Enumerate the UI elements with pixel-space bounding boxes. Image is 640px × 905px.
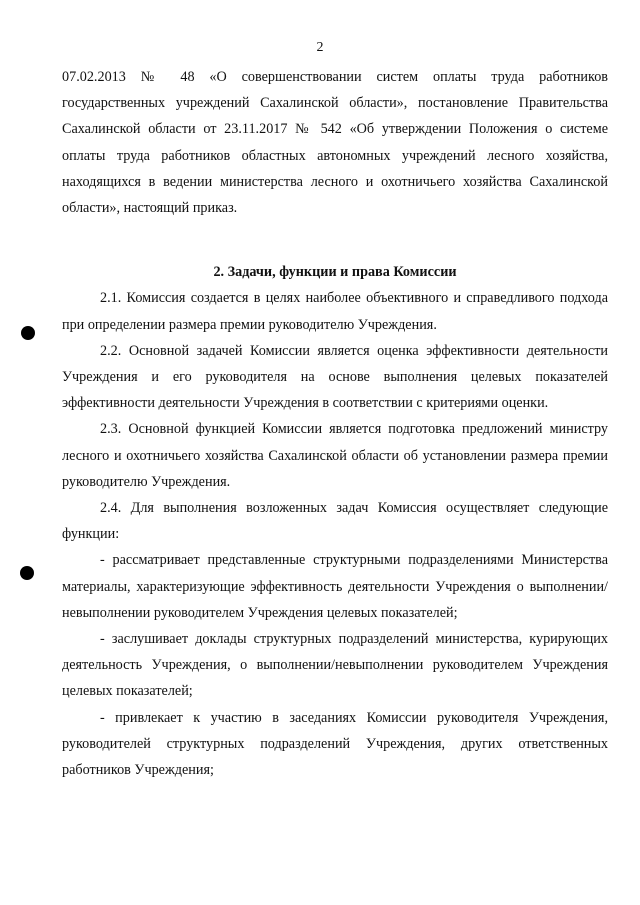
punch-hole-mark xyxy=(21,326,35,340)
list-item-hear-reports: - заслушивает доклады структурных подразделений министерства, курирующих деятельность Учреждения, о выполнении/невыполнении руководителем Учреждения целевых показателей; xyxy=(62,631,608,700)
paragraph-2-4: 2.4. Для выполнения возложенных задач Комиссия осуществляет следующие функции: xyxy=(62,500,608,543)
punch-hole-mark xyxy=(20,566,34,580)
list-item-review-materials: - рассматривает представленные структурными подразделениями Министерства материалы, характеризующие эффективность деятельности Учреждения о выполнении/невыполнении руководителем Учреждения целевых показателей; xyxy=(62,552,608,621)
paragraph-2-2: 2.2. Основной задачей Комиссии является оценка эффективности деятельности Учреждения и его руководителя на основе выполнения целевых показателей эффективности деятельности Учреждения в соответствии с критериями оценки. xyxy=(62,342,608,412)
section-heading: 2. Задачи, функции и права Комиссии xyxy=(213,264,457,281)
list-item-involve-staff: - привлекает к участию в заседаниях Комиссии руководителя Учреждения, руководителей структурных подразделений Учреждения, других ответственных работников Учреждения; xyxy=(62,709,608,779)
document-body xyxy=(62,64,608,783)
paragraph-2-3: 2.3. Основной функцией Комиссии является подготовка предложений министру лесного и охотничьего хозяйства Сахалинской области об установлении размера премии руководителю Учреждения. xyxy=(62,421,608,490)
paragraph-intro-continuation: 07.02.2013 № 48 «О совершенствовании систем оплаты труда работников государственных учреждений Сахалинской области», постановление Правительства Сахалинской области от 23.11.2017 № 542 «Об утверждении Положения о системе оплаты труда работников областных автономных учреждений лесного хозяйства, находящихся в ведении министерства лесного и охотничьего хозяйства Сахалинской области», настоящий приказ. xyxy=(62,69,608,217)
page-number: 2 xyxy=(316,40,324,55)
paragraph-2-1: 2.1. Комиссия создается в целях наиболее объективного и справедливого подхода при определении размера премии руководителю Учреждения. xyxy=(62,290,608,333)
